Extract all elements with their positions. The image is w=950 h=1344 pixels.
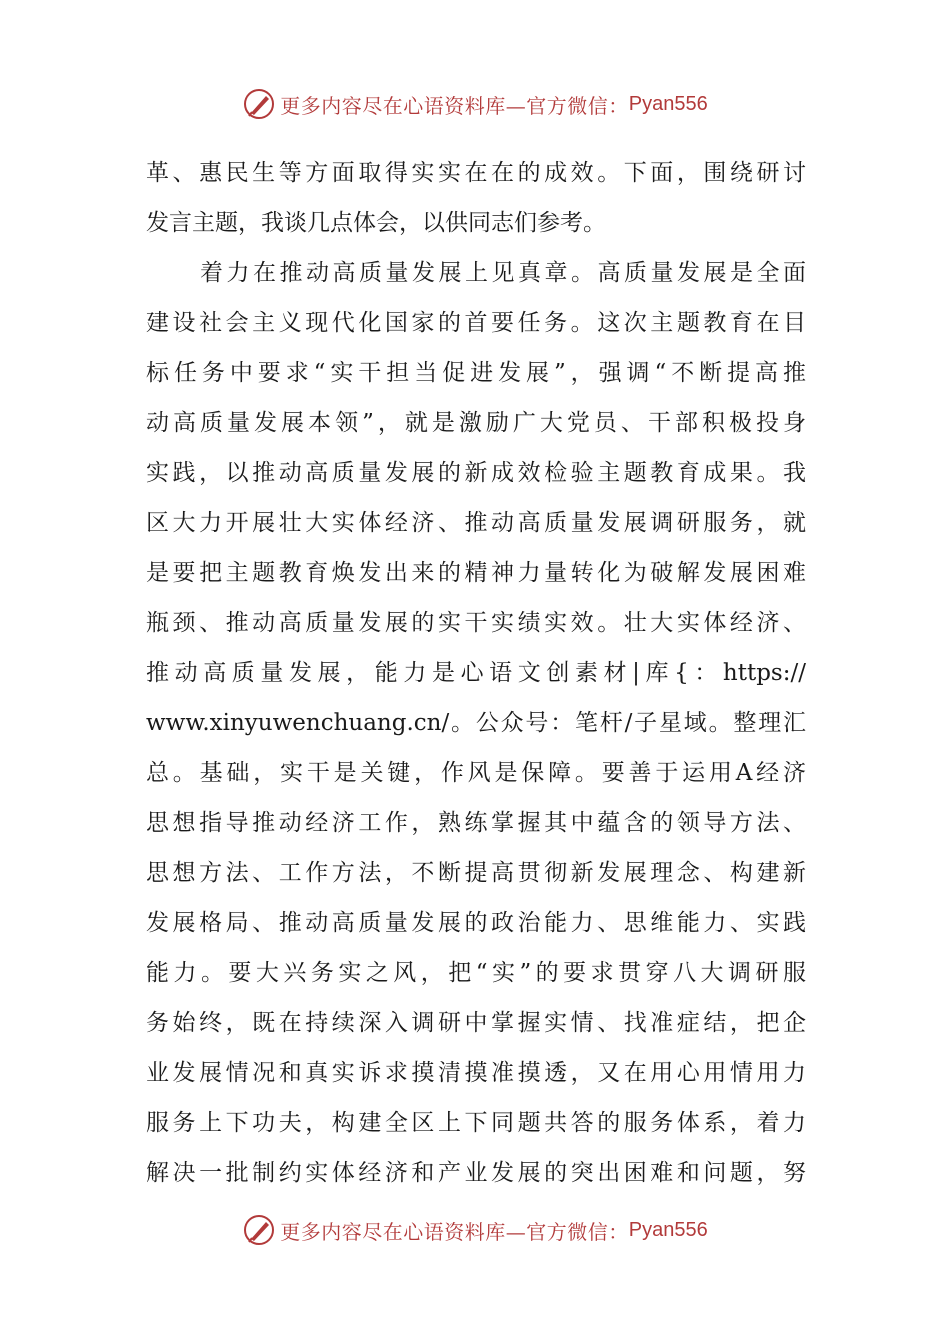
text-line: 动高质量发展本领”，就是激励广大党员、干部积极投身 — [146, 410, 806, 436]
header-banner-text: 更多内容尽在心语资料库—官方微信： — [280, 93, 629, 118]
header-banner — [0, 84, 950, 124]
text-line: 解决一批制约实体经济和产业发展的突出困难和问题，努 — [146, 1160, 806, 1186]
footer-wechat-id: Pyan556 — [628, 1218, 708, 1241]
text-line: 标任务中要求“实干担当促进发展”，强调“不断提高推 — [146, 360, 806, 386]
text-line: 建设社会主义现代化国家的首要任务。这次主题教育在目 — [146, 310, 806, 336]
text-line: 服务上下功夫，构建全区上下同题共答的服务体系，着力 — [146, 1110, 806, 1136]
header-wechat-id: Pyan556 — [628, 92, 708, 115]
text-line: 是要把主题教育焕发出来的精神力量转化为破解发展困难 — [146, 560, 806, 586]
text-line: 务始终，既在持续深入调研中掌握实情、找准症结，把企 — [146, 1010, 806, 1036]
text-line: www.xinyuwenchuang.cn/。公众号：笔杆/子星域。整理汇 — [146, 710, 806, 736]
text-line: 总。基础，实干是关键，作风是保障。要善于运用A经济 — [146, 760, 806, 786]
footer-banner-text: 更多内容尽在心语资料库—官方微信： — [280, 1219, 629, 1244]
footer-banner — [0, 1210, 950, 1250]
quill-pen-logo-icon — [242, 87, 276, 121]
text-line: 发言主题，我谈几点体会，以供同志们参考。 — [146, 210, 606, 236]
text-line: 革、惠民生等方面取得实实在在的成效。下面，围绕研讨 — [146, 160, 806, 186]
text-line: 实践，以推动高质量发展的新成效检验主题教育成果。我 — [146, 460, 806, 486]
text-line: 能力。要大兴务实之风，把“实”的要求贯穿八大调研服 — [146, 960, 806, 986]
text-line: 发展格局、推动高质量发展的政治能力、思维能力、实践 — [146, 910, 806, 936]
text-line: 推动高质量发展，能力是心语文创素材|库{：https:// — [146, 660, 806, 686]
text-line: 思想方法、工作方法，不断提高贯彻新发展理念、构建新 — [146, 860, 806, 886]
quill-pen-logo-icon — [242, 1213, 276, 1247]
text-line: 思想指导推动经济工作，熟练掌握其中蕴含的领导方法、 — [146, 810, 806, 836]
text-line: 瓶颈、推动高质量发展的实干实绩实效。壮大实体经济、 — [146, 610, 806, 636]
text-line: 区大力开展壮大实体经济、推动高质量发展调研服务，就 — [146, 510, 806, 536]
paragraph-first-line: 着力在推动高质量发展上见真章。高质量发展是全面 — [200, 260, 806, 286]
document-body — [146, 148, 806, 1198]
text-line: 业发展情况和真实诉求摸清摸准摸透，又在用心用情用力 — [146, 1060, 806, 1086]
